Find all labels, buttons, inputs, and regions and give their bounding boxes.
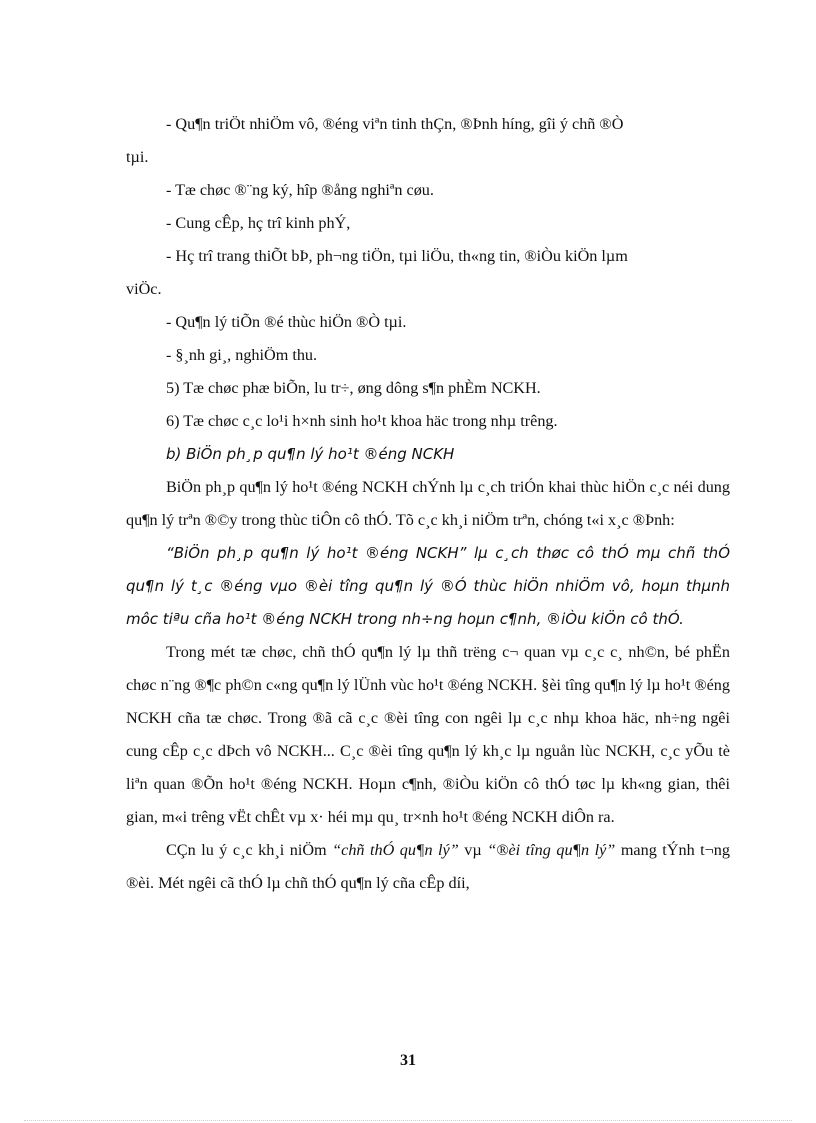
numbered-line: 6) Tæ chøc c¸c lo¹i h×nh sinh ho¹t khoa häc trong nhµ trêng. xyxy=(166,412,558,430)
text-run-italic: “chñ thÓ qu¶n lý” xyxy=(332,841,459,859)
definition-paragraph: “BiÖn ph¸p qu¶n lý ho¹t ®éng NCKH” lµ c¸ch thøc cô thÓ mµ chñ thÓ qu¶n lý t¸c ®éng vµo ®èi tîng qu¶n lý ®Ó thùc hiÖn nhiÖm vô, hoµn thµnh môc tiªu cña ho¹t ®éng NCKH trong nh÷ng hoµn c¶nh, ®iÒu kiÖn cô thÓ. xyxy=(126,544,730,628)
bullet-line: tµi. xyxy=(126,148,149,166)
numbered-line: 5) Tæ chøc phæ biÕn, lu tr÷, øng dông s¶n phÈm NCKH. xyxy=(166,379,541,397)
bullet-line: - Qu¶n triÖt nhiÖm vô, ®éng viªn tinh thÇn, ®Þnh híng, gîi ý chñ ®Ò xyxy=(166,115,624,133)
bullet-line: - Cung cÊp, hç trî kinh phÝ, xyxy=(166,214,351,232)
text-run: vµ xyxy=(458,841,488,859)
page-number: 31 xyxy=(400,1052,416,1069)
paragraph xyxy=(126,834,730,900)
bullet-line: - Hç trî trang thiÕt bÞ, ph¬ng tiÖn, tµi liÖu, th«ng tin, ®iÒu kiÖn lµm xyxy=(166,247,628,265)
bottom-divider xyxy=(24,1120,792,1121)
text-run: CÇn lu ý c¸c kh¸i niÖm xyxy=(166,841,333,859)
bullet-line: - Tæ chøc ®¨ng ký, hîp ®ång nghiªn cøu. xyxy=(166,181,434,199)
text-run-italic: “®èi tîng qu¶n lý” xyxy=(487,841,616,859)
page-body xyxy=(126,108,730,900)
section-heading: b) BiÖn ph¸p qu¶n lý ho¹t ®éng NCKH xyxy=(166,445,455,463)
text-run: mang tÝnh t¬ng ®èi. Mét ngêi cã thÓ lµ chñ thÓ qu¶n lý cña cÊp díi, xyxy=(126,841,730,892)
bullet-line: - §¸nh gi¸, nghiÖm thu. xyxy=(166,346,318,364)
bullet-line: - Qu¶n lý tiÕn ®é thùc hiÖn ®Ò tµi. xyxy=(166,313,407,331)
paragraph: Trong mét tæ chøc, chñ thÓ qu¶n lý lµ thñ trëng c¬ quan vµ c¸c c¸ nh©n, bé phËn chøc n¨ng ®¶c ph©n c«ng qu¶n lý lÜnh vùc ho¹t ®éng NCKH. §èi tîng qu¶n lý lµ ho¹t ®éng NCKH cña tæ chøc. Trong ®ã cã c¸c ®èi tîng con ngêi lµ c¸c nhµ khoa häc, nh÷ng ngêi cung cÊp c¸c dÞch vô NCKH... C¸c ®èi tîng qu¶n lý kh¸c lµ nguån lùc NCKH, c¸c yÕu tè liªn quan ®Õn ho¹t ®éng NCKH. Hoµn c¶nh, ®iÒu kiÖn cô thÓ tøc lµ kh«ng gian, thêi gian, m«i trêng vËt chÊt vµ x· héi mµ qu¸ tr×nh ho¹t ®éng NCKH diÔn ra. xyxy=(126,643,730,826)
paragraph: BiÖn ph¸p qu¶n lý ho¹t ®éng NCKH chÝnh lµ c¸ch triÓn khai thùc hiÖn c¸c néi dung qu¶n lý trªn ®©y trong thùc tiÔn cô thÓ. Tõ c¸c kh¸i niÖm trªn, chóng t«i x¸c ®Þnh: xyxy=(126,478,730,529)
bullet-line: viÖc. xyxy=(126,280,162,298)
